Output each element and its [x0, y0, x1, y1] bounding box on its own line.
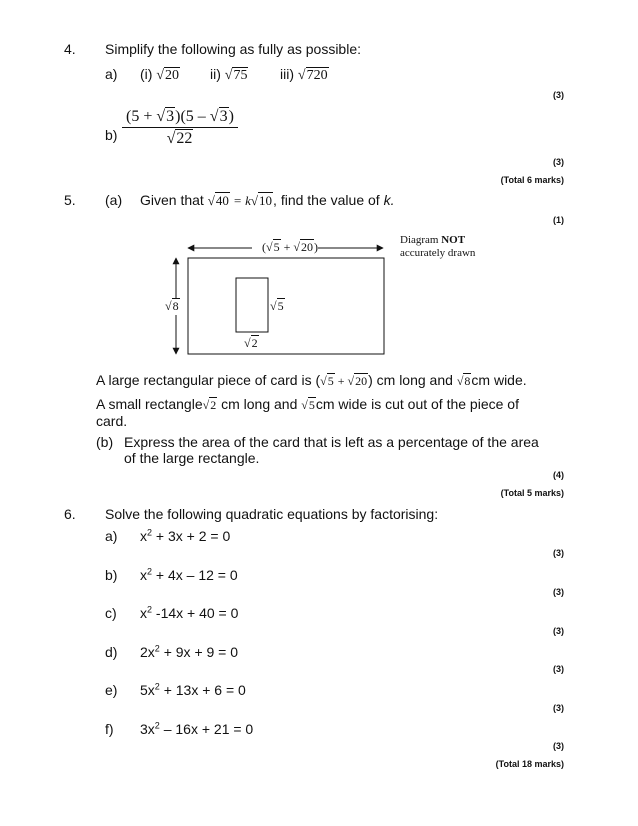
large-rectangle [188, 258, 384, 354]
q6a-marks: (3) [553, 548, 564, 558]
sqrt-symbol: √ [266, 240, 273, 254]
q4a-label: a) [105, 66, 118, 82]
q5a-marks: (1) [553, 215, 564, 225]
q6f-marks: (3) [553, 741, 564, 751]
q6b-equation: $x^2 + 4x - 12 = 0$ [140, 566, 238, 583]
q6b-marks: (3) [553, 587, 564, 597]
sqrt-symbol: √ [244, 336, 251, 350]
q5-paragraph-2-cont: card. [96, 413, 128, 429]
sqrt-symbol: √ [165, 299, 172, 313]
small-rectangle [236, 278, 268, 332]
q4-total: (Total 6 marks) [500, 175, 564, 185]
q6d-label: d) [105, 644, 118, 660]
sqrt-symbol: √ [209, 108, 219, 125]
q4-instruction: Simplify the following as fully as possible: [105, 41, 362, 57]
q4b-denominator: √22 [166, 130, 193, 147]
q4a-i-radicand: 20 [165, 68, 180, 83]
q6e-marks: (3) [553, 703, 564, 713]
diagram-small-length-label: √2 [244, 336, 258, 350]
q6-number: 6. [64, 506, 76, 522]
q6d-equation: $2x^2 + 9x + 9 = 0$ [140, 643, 239, 660]
q4b-label: b) [105, 127, 118, 143]
q4a-iii-label: iii) [280, 66, 294, 82]
q6e-label: e) [105, 682, 118, 698]
sqrt-symbol: √ [270, 299, 277, 313]
sqrt-symbol: √ [301, 398, 308, 412]
q6e-equation: $5x^2 + 13x + 6 = 0$ [140, 681, 246, 698]
q5b-marks: (4) [553, 470, 564, 480]
sqrt-symbol: √ [166, 130, 176, 147]
sqrt-symbol: √ [347, 374, 355, 388]
q4a-marks: (3) [553, 90, 564, 100]
q5-total: (Total 5 marks) [500, 488, 564, 498]
sqrt-symbol: √ [202, 398, 210, 412]
diagram-width-label: √8 [165, 299, 179, 313]
q6a-label: a) [105, 528, 118, 544]
diagram-length-label: (√5 + √20) [262, 240, 318, 254]
q6-instruction: Solve the following quadratic equations by factorising: [105, 506, 439, 522]
sqrt-symbol: √ [207, 193, 215, 208]
q4-number: 4. [64, 41, 76, 57]
q5-paragraph-2: A small rectangle√2 cm long and √5cm wide is cut out of the piece of [96, 396, 519, 412]
q4b-numerator: (5 + √3)(5 – √3) [122, 108, 238, 128]
q6f-equation: $3x^2 - 16x + 21 = 0$ [140, 720, 254, 737]
q6c-equation: $x^2$ -14x + 40 = 0 [140, 604, 239, 621]
sqrt-symbol: √ [156, 68, 165, 83]
q4a-iii-radicand: 720 [306, 68, 328, 83]
q6b-label: b) [105, 567, 118, 583]
q6a-equation: $x^2 + 3x + 2 = 0$ [140, 527, 231, 544]
q5b-line-2: of the large rectangle. [124, 450, 260, 466]
sqrt-symbol: √ [224, 68, 233, 83]
diagram-small-width-label: √5 [270, 299, 284, 313]
q4b-marks: (3) [553, 157, 564, 167]
q6c-label: c) [105, 605, 117, 621]
q6-total: (Total 18 marks) [495, 759, 564, 769]
q6f-label: f) [105, 721, 114, 737]
sqrt-symbol: √ [293, 240, 300, 254]
q4a-i-label: (i) [140, 66, 153, 82]
sqrt-symbol: √ [297, 68, 306, 83]
q5b-line-1: Express the area of the card that is left as a percentage of the area [124, 434, 539, 450]
q6d-marks: (3) [553, 664, 564, 674]
q4a-ii-label: ii) [210, 66, 221, 82]
q5a-label: (a) [105, 192, 123, 208]
sqrt-symbol: √ [250, 193, 259, 208]
sqrt-symbol: √ [456, 374, 464, 388]
sqrt-symbol: √ [156, 108, 166, 125]
q5a-text: Given that √40 = k√10, find the value of k. [140, 192, 395, 208]
q6c-marks: (3) [553, 626, 564, 636]
q4a-ii-radicand: 75 [233, 68, 248, 83]
q5b-label: (b) [96, 434, 114, 450]
q5-paragraph-1: A large rectangular piece of card is (√5 + √20) cm long and √8cm wide. [96, 372, 527, 388]
q5-number: 5. [64, 192, 76, 208]
sqrt-symbol: √ [320, 374, 327, 388]
diagram-note: Diagram NOT accurately drawn [400, 234, 476, 259]
